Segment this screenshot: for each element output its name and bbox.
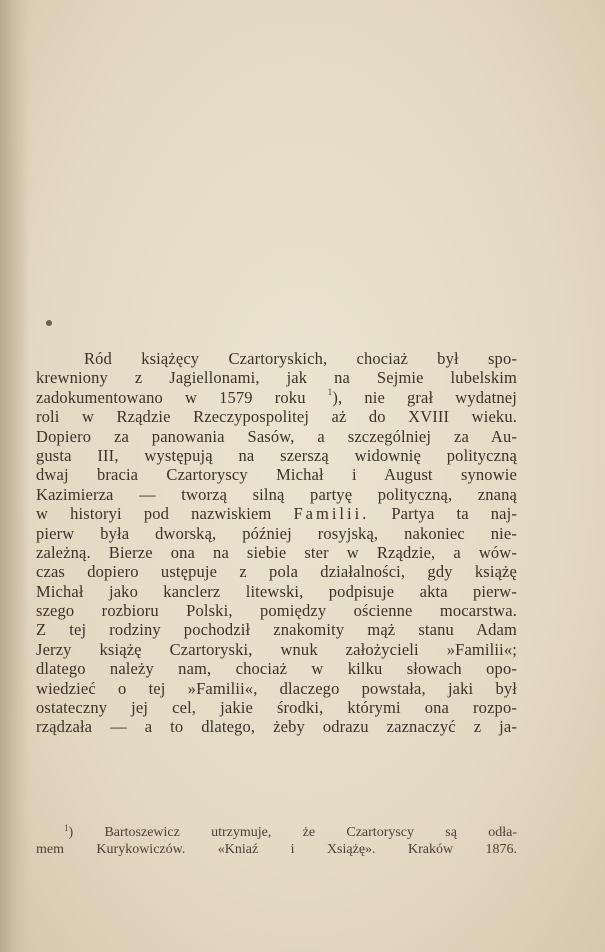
text-line-19: ostateczny jej cel, jakie środki, którymi ona rozpo-: [36, 698, 517, 718]
text-line-5: Dopiero za panowania Sasów, a szczególniej za Au-: [36, 426, 517, 446]
footnote-line-2: mem Kurykowiczów. «Kniaź i Xsiążę». Kraków 1876.: [36, 842, 517, 857]
main-text-block: [36, 349, 517, 737]
text-line-10: pierw była dworską, później rosyjską, nakoniec nie-: [36, 523, 517, 543]
text-line-9-start: w historyi pod nazwiskiem: [36, 504, 272, 524]
text-line-11: zależną. Bierze ona na siebie ster w Rządzie, a wów-: [36, 542, 517, 562]
footnote-line-1: [36, 824, 517, 841]
text-line-12: czas dopiero ustępuje z pola działalności, gdy książę: [36, 562, 517, 582]
footnote-reference[interactable]: 1: [327, 387, 333, 397]
text-line-15: Z tej rodziny pochodził znakomity mąż stanu Adam: [36, 620, 517, 640]
text-line-6: gusta III, występują na szerszą widownię polityczną: [36, 445, 517, 465]
text-line-1: Ród książęcy Czartoryskich, chociaż był spo-: [84, 349, 517, 368]
page-gutter-shadow: [0, 0, 30, 952]
text-line-2: krewniony z Jagiellonami, jak na Sejmie lubelskim: [36, 368, 517, 388]
text-line-7: dwaj bracia Czartoryscy Michał i August synowie: [36, 465, 517, 485]
text-line-8: Kazimierza — tworzą silną partyę polityczną, znaną: [36, 484, 517, 504]
text-line-18: wiedzieć o tej »Familii«, dlaczego powstała, jaki był: [36, 678, 517, 698]
footnote-text-1: ) Bartoszewicz utrzymuje, że Czartoryscy są odła-: [68, 825, 517, 840]
spaced-word-familii: Familii.: [293, 504, 370, 524]
text-line-16: Jerzy książę Czartoryski, wnuk założycieli »Familii«;: [36, 639, 517, 659]
text-line-17: dlatego należy nam, chociaż w kilku słowach opo-: [36, 659, 517, 679]
text-line-4: roli w Rządzie Rzeczypospolitej aż do XVIII wieku.: [36, 407, 517, 427]
footnote-block: [36, 824, 517, 858]
text-line-13: Michał jako kanclerz litewski, podpisuje akta pierw-: [36, 581, 517, 601]
text-line-3-end: ), nie grał wydatnej: [332, 387, 517, 407]
text-line-20: rządzała — a to dlatego, żeby odrazu zaznaczyć z ja-: [36, 717, 517, 737]
ink-dot-mark: [46, 320, 52, 326]
text-line-3: [36, 388, 517, 407]
text-line-9-end: Partya ta naj-: [391, 504, 517, 524]
text-line-9: [36, 504, 517, 523]
footnote-marker: 1: [64, 824, 69, 833]
text-line-14: szego rozbioru Polski, pomiędzy ościenne mocarstwa.: [36, 601, 517, 621]
text-line-3-start: zadokumentowano w 1579 roku: [36, 387, 306, 407]
